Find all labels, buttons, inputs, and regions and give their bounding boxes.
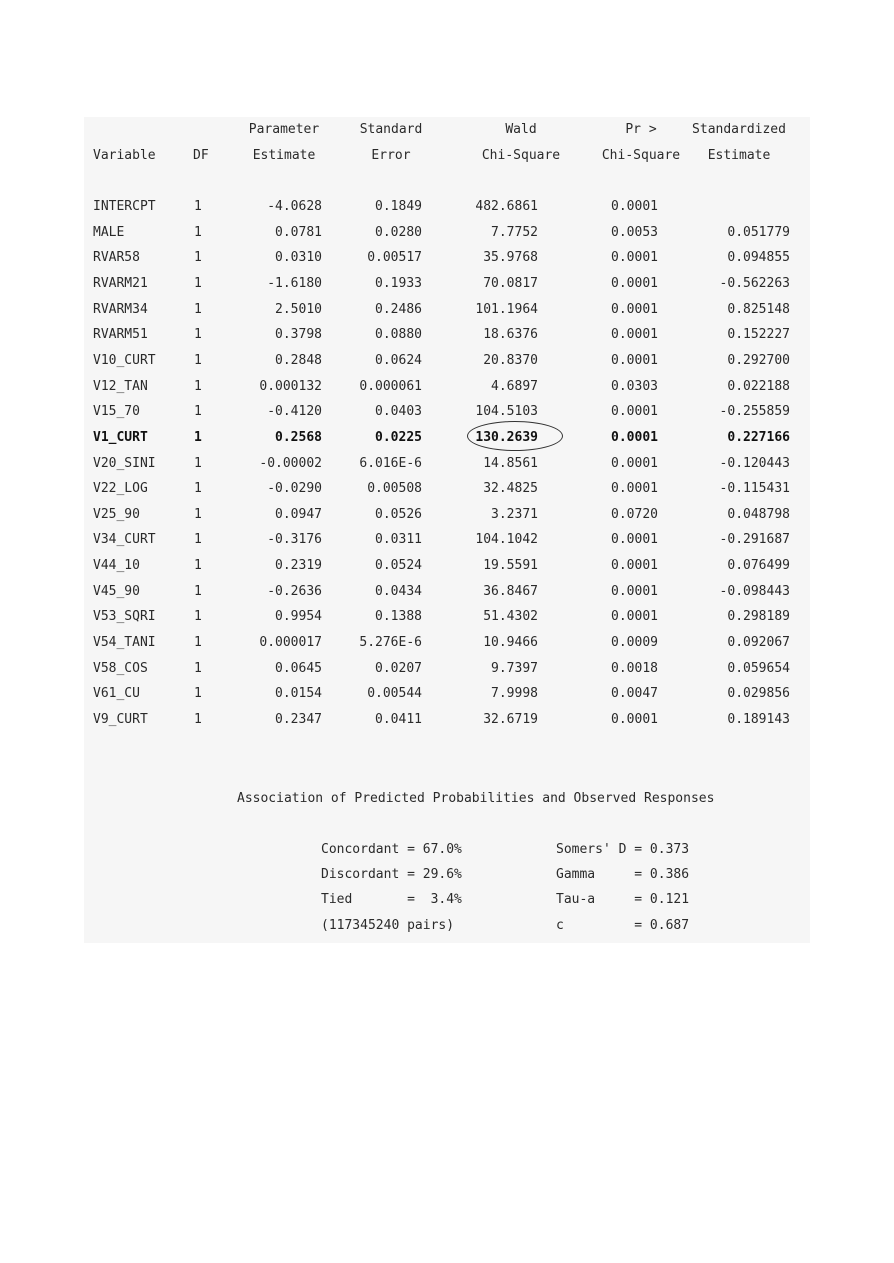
cell-wald: 3.2371 (491, 507, 538, 522)
cell-pr: 0.0720 (611, 507, 658, 522)
cell-pr: 0.0053 (611, 225, 658, 240)
cell-std: 0.092067 (727, 635, 790, 650)
cell-variable: RVARM21 (93, 276, 148, 291)
cell-std: 0.189143 (727, 712, 790, 727)
cell-wald: 7.9998 (491, 686, 538, 701)
cell-estimate: 0.2319 (275, 558, 322, 573)
cell-stderr: 0.0434 (375, 584, 422, 599)
cell-wald: 482.6861 (475, 199, 538, 214)
cell-pr: 0.0001 (611, 532, 658, 547)
cell-wald: 101.1964 (475, 302, 538, 317)
table-row (84, 479, 810, 499)
cell-df: 1 (194, 609, 202, 624)
table-row (84, 710, 810, 730)
cell-pr: 0.0018 (611, 661, 658, 676)
table-row (84, 300, 810, 320)
cell-wald: 32.4825 (483, 481, 538, 496)
cell-df: 1 (194, 532, 202, 547)
cell-variable: RVARM51 (93, 327, 148, 342)
cell-wald: 14.8561 (483, 456, 538, 471)
cell-wald: 36.8467 (483, 584, 538, 599)
cell-pr: 0.0001 (611, 712, 658, 727)
cell-pr: 0.0001 (611, 609, 658, 624)
cell-stderr: 0.0403 (375, 404, 422, 419)
cell-estimate: 0.3798 (275, 327, 322, 342)
cell-variable: V1_CURT (93, 430, 148, 445)
cell-df: 1 (194, 327, 202, 342)
cell-df: 1 (194, 686, 202, 701)
cell-wald: 70.0817 (483, 276, 538, 291)
scanned-output (84, 117, 810, 943)
table-row (84, 659, 810, 679)
cell-std: -0.098443 (719, 584, 790, 599)
cell-estimate: 0.0781 (275, 225, 322, 240)
table-row (84, 377, 810, 397)
cell-stderr: 0.1933 (375, 276, 422, 291)
cell-stderr: 0.00517 (367, 250, 422, 265)
cell-wald: 18.6376 (483, 327, 538, 342)
header-df: DF (193, 148, 209, 163)
cell-wald: 4.6897 (491, 379, 538, 394)
cell-std: 0.152227 (727, 327, 790, 342)
cell-stderr: 0.1388 (375, 609, 422, 624)
header-line-2 (84, 146, 810, 166)
cell-estimate: 0.2568 (275, 430, 322, 445)
header-stderr: Error (371, 148, 411, 163)
cell-pr: 0.0303 (611, 379, 658, 394)
cell-wald: 130.2639 (475, 430, 538, 445)
cell-variable: RVARM34 (93, 302, 148, 317)
cell-stderr: 0.00544 (367, 686, 422, 701)
cell-estimate: -0.0290 (267, 481, 322, 496)
cell-std: 0.227166 (727, 430, 790, 445)
cell-df: 1 (194, 430, 202, 445)
cell-pr: 0.0001 (611, 404, 658, 419)
cell-estimate: 0.2848 (275, 353, 322, 368)
header-std: Standardized (692, 122, 786, 137)
table-row (84, 325, 810, 345)
association-left-stat: Discordant = 29.6% (321, 867, 462, 882)
table-row (84, 556, 810, 576)
cell-variable: V45_90 (93, 584, 140, 599)
cell-stderr: 0.0411 (375, 712, 422, 727)
cell-df: 1 (194, 456, 202, 471)
cell-estimate: -0.2636 (267, 584, 322, 599)
cell-variable: RVAR58 (93, 250, 140, 265)
cell-df: 1 (194, 507, 202, 522)
cell-stderr: 0.0280 (375, 225, 422, 240)
header-wald: Wald (505, 122, 537, 137)
cell-std: 0.059654 (727, 661, 790, 676)
header-estimate: Estimate (252, 148, 316, 163)
cell-stderr: 0.0526 (375, 507, 422, 522)
association-left-stat: (117345240 pairs) (321, 918, 455, 933)
cell-estimate: -1.6180 (267, 276, 322, 291)
table-row (84, 402, 810, 422)
cell-variable: V20_SINI (93, 456, 156, 471)
cell-variable: V22_LOG (93, 481, 148, 496)
cell-std: 0.076499 (727, 558, 790, 573)
cell-std: -0.120443 (719, 456, 790, 471)
cell-estimate: 0.2347 (275, 712, 322, 727)
cell-estimate: 2.5010 (275, 302, 322, 317)
cell-estimate: -0.3176 (267, 532, 322, 547)
cell-variable: V25_90 (93, 507, 140, 522)
circled-value-annotation (467, 421, 563, 451)
cell-df: 1 (194, 712, 202, 727)
cell-wald: 7.7752 (491, 225, 538, 240)
table-row (84, 197, 810, 217)
association-right-stat: Somers' D = 0.373 (556, 842, 690, 857)
cell-wald: 20.8370 (483, 353, 538, 368)
cell-estimate: 0.0645 (275, 661, 322, 676)
cell-pr: 0.0001 (611, 199, 658, 214)
cell-variable: V44_10 (93, 558, 140, 573)
cell-df: 1 (194, 379, 202, 394)
association-title: Association of Predicted Probabilities and Observed Responses (237, 791, 715, 806)
cell-pr: 0.0001 (611, 353, 658, 368)
header-pr: Chi-Square (601, 148, 681, 163)
cell-wald: 104.5103 (475, 404, 538, 419)
cell-stderr: 0.2486 (375, 302, 422, 317)
header-pr: Pr > (625, 122, 657, 137)
association-left-stat: Concordant = 67.0% (321, 842, 462, 857)
cell-stderr: 6.016E-6 (359, 456, 422, 471)
cell-stderr: 0.0624 (375, 353, 422, 368)
cell-stderr: 0.0524 (375, 558, 422, 573)
cell-std: 0.048798 (727, 507, 790, 522)
cell-pr: 0.0001 (611, 430, 658, 445)
header-estimate: Parameter (248, 122, 320, 137)
cell-pr: 0.0001 (611, 584, 658, 599)
cell-estimate: 0.0154 (275, 686, 322, 701)
table-row (84, 582, 810, 602)
cell-stderr: 0.000061 (359, 379, 422, 394)
header-line-1 (84, 120, 810, 140)
cell-pr: 0.0001 (611, 456, 658, 471)
header-wald: Chi-Square (481, 148, 561, 163)
cell-df: 1 (194, 404, 202, 419)
cell-variable: V53_SQRI (93, 609, 156, 624)
cell-wald: 19.5591 (483, 558, 538, 573)
cell-stderr: 0.0880 (375, 327, 422, 342)
cell-std: 0.292700 (727, 353, 790, 368)
cell-stderr: 5.276E-6 (359, 635, 422, 650)
table-row (84, 633, 810, 653)
cell-stderr: 0.0311 (375, 532, 422, 547)
cell-std: 0.825148 (727, 302, 790, 317)
table-row (84, 505, 810, 525)
table-row (84, 454, 810, 474)
cell-wald: 104.1042 (475, 532, 538, 547)
cell-std: -0.562263 (719, 276, 790, 291)
cell-variable: V34_CURT (93, 532, 156, 547)
cell-estimate: -0.00002 (259, 456, 322, 471)
table-row (84, 223, 810, 243)
cell-estimate: -4.0628 (267, 199, 322, 214)
cell-std: 0.022188 (727, 379, 790, 394)
table-row (84, 684, 810, 704)
cell-variable: V58_COS (93, 661, 148, 676)
association-right-stat: Gamma = 0.386 (556, 867, 690, 882)
cell-df: 1 (194, 558, 202, 573)
cell-df: 1 (194, 276, 202, 291)
cell-variable: MALE (93, 225, 125, 240)
cell-pr: 0.0001 (611, 558, 658, 573)
cell-variable: V12_TAN (93, 379, 148, 394)
cell-df: 1 (194, 225, 202, 240)
table-row (84, 428, 810, 448)
cell-stderr: 0.0225 (375, 430, 422, 445)
cell-df: 1 (194, 250, 202, 265)
cell-variable: V15_70 (93, 404, 140, 419)
cell-stderr: 0.1849 (375, 199, 422, 214)
cell-std: 0.298189 (727, 609, 790, 624)
cell-df: 1 (194, 661, 202, 676)
table-row (84, 530, 810, 550)
association-left-stat: Tied = 3.4% (321, 892, 462, 907)
cell-estimate: 0.9954 (275, 609, 322, 624)
table-row (84, 351, 810, 371)
cell-stderr: 0.00508 (367, 481, 422, 496)
cell-wald: 35.9768 (483, 250, 538, 265)
cell-pr: 0.0001 (611, 481, 658, 496)
cell-wald: 9.7397 (491, 661, 538, 676)
cell-wald: 32.6719 (483, 712, 538, 727)
cell-std: 0.051779 (727, 225, 790, 240)
cell-pr: 0.0001 (611, 276, 658, 291)
table-row (84, 248, 810, 268)
cell-pr: 0.0001 (611, 302, 658, 317)
cell-df: 1 (194, 302, 202, 317)
header-stderr: Standard (359, 122, 423, 137)
cell-std: 0.094855 (727, 250, 790, 265)
cell-df: 1 (194, 199, 202, 214)
header-std: Estimate (707, 148, 771, 163)
cell-df: 1 (194, 635, 202, 650)
cell-pr: 0.0047 (611, 686, 658, 701)
association-right-stat: c = 0.687 (556, 918, 690, 933)
cell-variable: V61_CU (93, 686, 140, 701)
cell-variable: V9_CURT (93, 712, 148, 727)
cell-df: 1 (194, 353, 202, 368)
cell-pr: 0.0001 (611, 327, 658, 342)
cell-pr: 0.0009 (611, 635, 658, 650)
cell-variable: V10_CURT (93, 353, 156, 368)
cell-df: 1 (194, 584, 202, 599)
cell-variable: V54_TANI (93, 635, 156, 650)
cell-std: 0.029856 (727, 686, 790, 701)
table-row (84, 607, 810, 627)
cell-std: -0.291687 (719, 532, 790, 547)
cell-pr: 0.0001 (611, 250, 658, 265)
cell-estimate: -0.4120 (267, 404, 322, 419)
cell-std: -0.115431 (719, 481, 790, 496)
header-variable: Variable (93, 148, 156, 163)
cell-wald: 51.4302 (483, 609, 538, 624)
cell-estimate: 0.0947 (275, 507, 322, 522)
association-right-stat: Tau-a = 0.121 (556, 892, 690, 907)
cell-estimate: 0.000017 (259, 635, 322, 650)
cell-estimate: 0.000132 (259, 379, 322, 394)
cell-stderr: 0.0207 (375, 661, 422, 676)
cell-wald: 10.9466 (483, 635, 538, 650)
cell-df: 1 (194, 481, 202, 496)
cell-std: -0.255859 (719, 404, 790, 419)
cell-variable: INTERCPT (93, 199, 156, 214)
cell-estimate: 0.0310 (275, 250, 322, 265)
table-row (84, 274, 810, 294)
